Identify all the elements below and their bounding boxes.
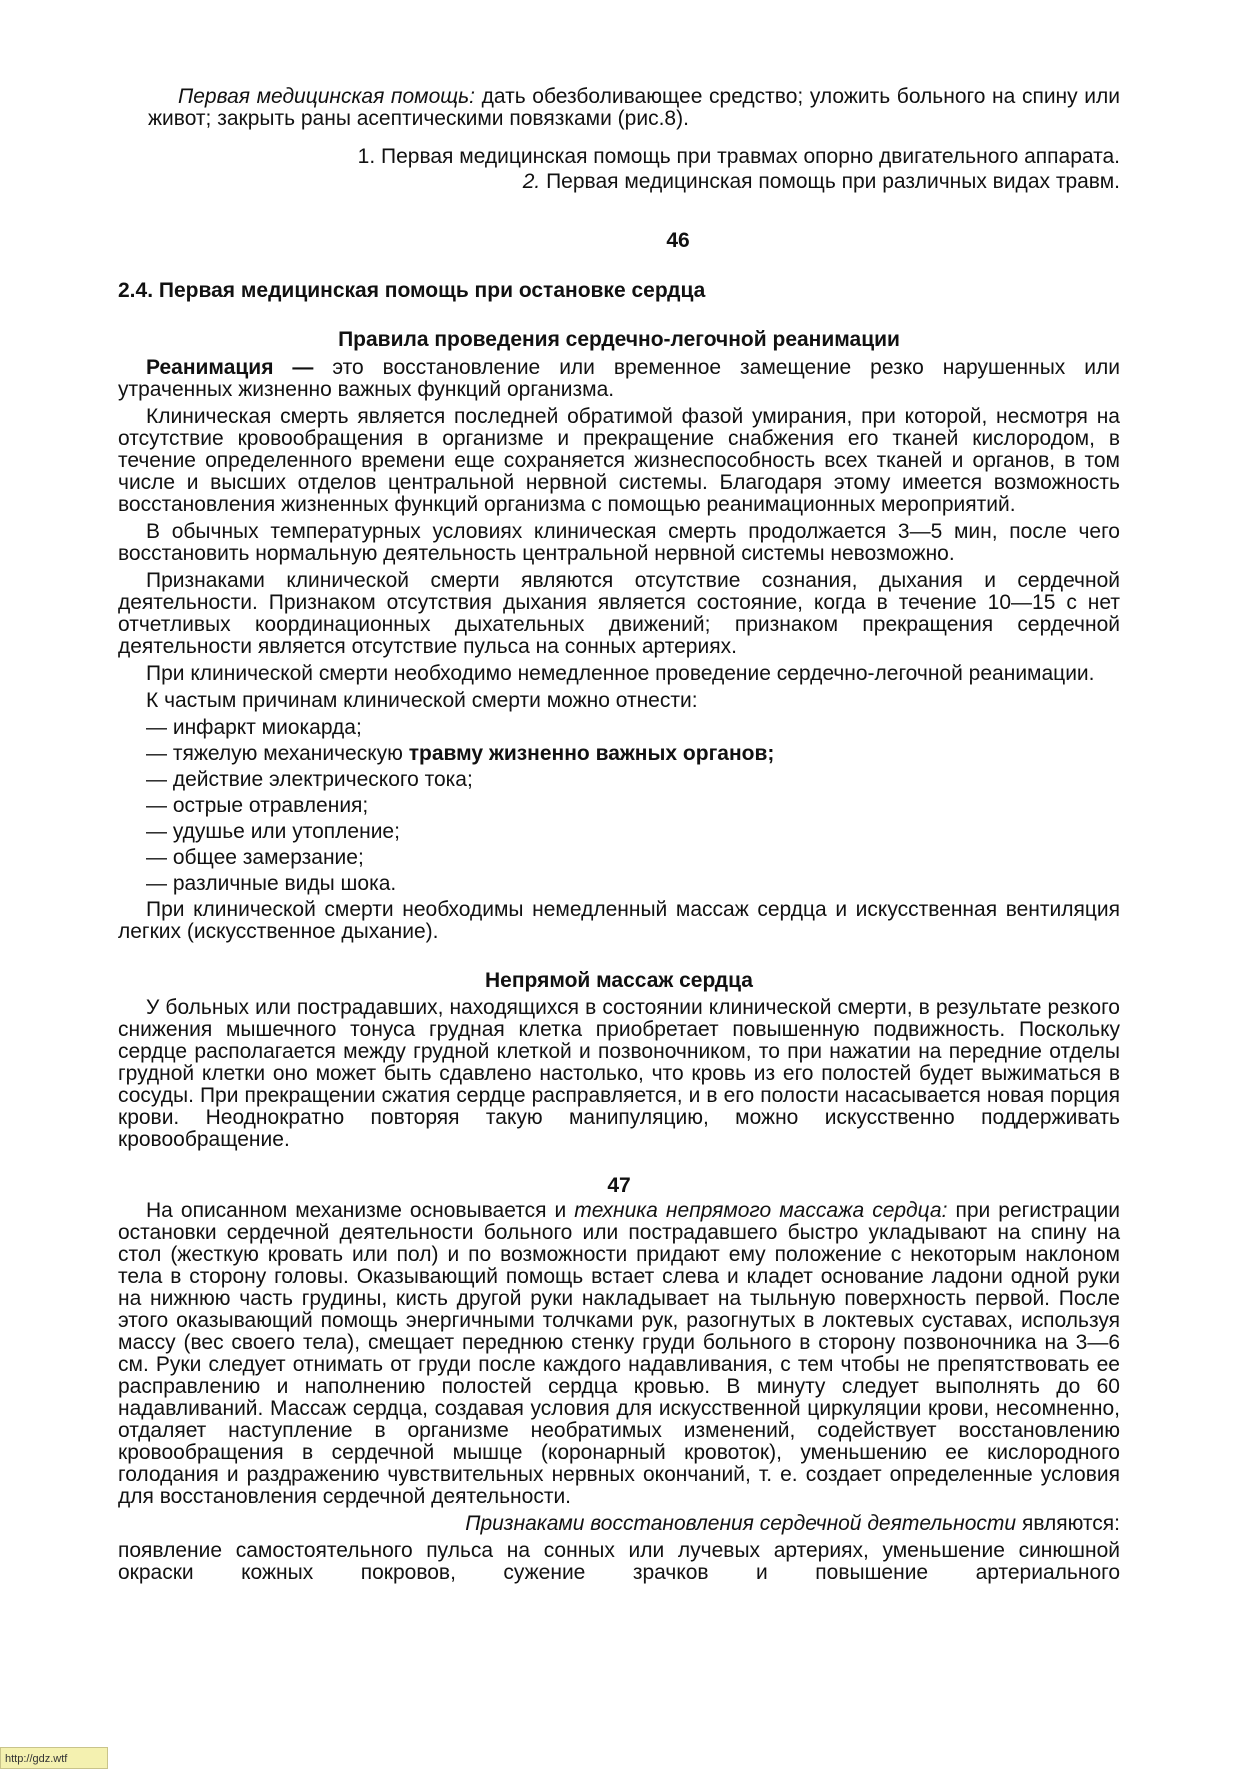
first-aid-paragraph [118,86,1120,130]
watermark-link[interactable]: http://gdz.wtf [0,1747,108,1769]
paragraph-mechanism: У больных или пострадавших, находящихся в состоянии клинической смерти, в результате резкого снижения мышечного тонуса грудная клетка приобретает повышенную подвижность. Поскольку сердце располагается между грудной клеткой и позвоночником, то при нажатии на передние отделы грудной клетки оно может быть сдавлено настолько, что кровь из его полостей будет выжиматься в сосуды. При прекращении сжатия сердце расправляется, и в его полости насасывается новая порция крови. Неоднократно повторяя такую манипуляцию, можно искусственно поддерживать кровообращение. [118,996,1120,1151]
section-title: 2.4. Первая медицинская помощь при остановке сердца [118,279,706,302]
paragraph-signs: Признаками клинической смерти являются отсутствие сознания, дыхания и сердечной деятельности. Признаком отсутствия дыхания является состояние, когда в течение 10—15 с нет отчетливых координационных дыхательных движений; признаком прекращения сердечной деятельности является отсутствие пульса на сонных артериях. [118,569,1120,658]
reanimation-term: Реанимация — [146,356,314,379]
toc-item-1: 1. Первая медицинская помощь при травмах опорно двигательного аппарата. [357,145,1120,168]
paragraph-technique [118,1200,1120,1508]
toc-item-2 [118,171,1120,193]
subtitle-cpr-rules: Правила проведения сердечно-легочной реанимации [338,328,900,351]
document-page [118,86,1120,1584]
reanimation-definition: это восстановление или временное замещение резко нарушенных или утраченных жизненно важных функций организма. [118,356,1120,401]
list-item: — удушье или утопление; [146,820,400,843]
list-item: — действие электрического тока; [146,768,473,791]
paragraph-temperature: В обычных температурных условиях клиническая смерть продолжается 3—5 мин, после чего восстановить нормальную деятельность центральной нервной системы невозможно. [118,520,1120,565]
paragraph-massage-needed: При клинической смерти необходимы немедленный массаж сердца и искусственная вентиляция легких (искусственное дыхание). [118,898,1120,943]
recovery-signs-label: Признаками восстановления сердечной деятельности [465,1512,1017,1535]
list-item: — инфаркт миокарда; [146,716,362,739]
list-item-text: — тяжелую механическую [146,742,409,765]
list-item [118,743,1120,765]
causes-list [118,717,1120,895]
technique-start: На описанном механизме основывается и [146,1199,575,1222]
toc-item-2-number: 2. [522,170,541,193]
page-number-47: 47 [607,1174,631,1197]
list-item-bold: травму жизненно важных органов; [408,742,775,765]
toc-item-2-text: Первая медицинская помощь при различных видах травм. [540,170,1120,193]
technique-term: техника непрямого массажа сердца: [574,1199,948,1222]
first-aid-text: дать обезболивающее средство; уложить больного на спину или живот; закрыть раны асептическими повязками (рис.8). [148,85,1120,130]
list-item: — острые отравления; [146,794,369,817]
paragraph-causes-intro: К частым причинам клинической смерти можно отнести: [146,689,698,712]
paragraph-recovery-signs [118,1513,1120,1535]
technique-text: при регистрации остановки сердечной деятельности больного или пострадавшего быстро укладывают на спину на стол (жесткую кровать или пол) и по возможности придают ему положение с некоторым наклоном тела в сторону головы. Оказывающий помощь встает слева и кладет основание ладони одной руки на нижнюю часть грудины, кисть другой руки накладывает на тыльную поверхность первой. После этого оказывающий помощь энергичными толчками рук, разогнутых в локтевых суставах, используя массу (вес своего тела), смещает переднюю стенку груди больного в сторону позвоночника на 3—6 см. Руки следует отнимать от груди после каждого надавливания, с тем чтобы не препятствовать ее расправлению и наполнению полостей сердца кровью. В минуту следует выполнять до 60 надавливаний. Массаж сердца, создавая условия для искусственной циркуляции крови, несомненно, отдаляет наступление в организме необратимых изменений, содействует восстановлению кровообращения в сердечной мышце (коронарный кровоток), уменьшению ее кислородного голодания и раздражению чувствительных нервных окончаний, т. е. создает определенные условия для восстановления сердечной деятельности. [118,1199,1121,1508]
recovery-signs-text: являются: [1016,1512,1120,1535]
paragraph-recovery-details: появление самостоятельного пульса на сонных или лучевых артериях, уменьшение синюшной окраски кожных покровов, сужение зрачков и повышение артериального [118,1539,1120,1584]
first-aid-label: Первая медицинская помощь: [178,85,475,108]
paragraph-reanimation [118,357,1120,401]
paragraph-clinical-death: Клиническая смерть является последней обратимой фазой умирания, при которой, несмотря на отсутствие кровообращения в организме и прекращение снабжения его тканей кислородом, в течение определенного времени еще сохраняется жизнеспособность всех тканей и органов, в том числе и высших отделов центральной нервной системы. Благодаря этому имеется возможность восстановления жизненных функций организма с помощью реанимационных мероприятий. [118,405,1120,516]
page-number-46: 46 [666,229,690,252]
paragraph-cpr-needed: При клинической смерти необходимо немедленное проведение сердечно-легочной реанимации. [146,662,1095,685]
subtitle-chest-compression: Непрямой массаж сердца [485,969,753,992]
list-item: — общее замерзание; [146,846,364,869]
list-item: — различные виды шока. [146,872,397,895]
